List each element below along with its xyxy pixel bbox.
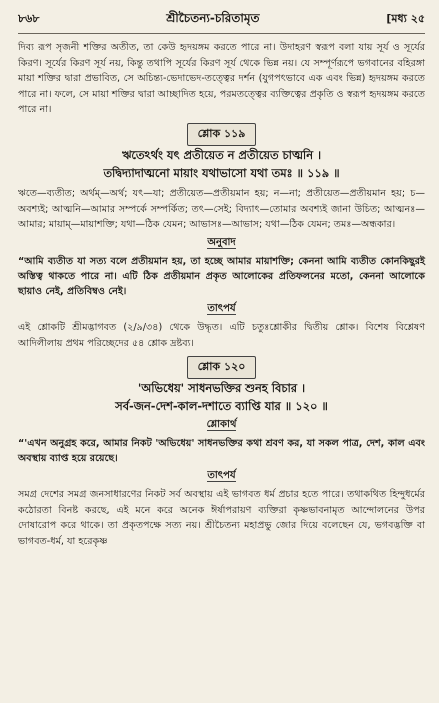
section-label: [মধ্য ২৫ xyxy=(386,12,425,25)
verse-119-translation-heading: অনুবাদ xyxy=(207,236,236,248)
verse-120-translation-heading: শ্লোকার্থ xyxy=(206,418,237,430)
intro-paragraph: দিব্য রূপ সৃজনী শক্তির অতীত, তা কেউ হৃদয়ঙ্গম করতে পারে না। উদাহরণ স্বরূপ বলা যায় সূর্য ও সূর্যের কিরণ। সূর্যের কিরণ সূর্য নয়, কিন্তু তথাপি সূর্যের কিরণ সূর্য থেকে ভিন্ন নয়। যে সম্পূর্ণরূপে ভগবানের বহিরঙ্গা মায়া শক্তির দ্বারা প্রভাবিত, সে অচিন্ত্য-ভেদাভেদ-তত্ত্বের দর্শন (যুগপৎভাবে এক এবং ভিন্ন) হৃদয়ঙ্গম করতে পারে না। ফলে, সে মায়া শক্তির দ্বারা আচ্ছাদিত হয়ে, পরমতত্ত্বের ব্যক্তিত্বের প্রকৃতি ও স্বরূপ হৃদয়ঙ্গম করতে পারে না। xyxy=(18,42,425,116)
verse-119-line-1: ঋতেঽর্থং যৎ প্রতীয়েত ন প্রতীয়েত চাত্মনি । xyxy=(121,147,322,162)
verse-119-translation: “আমি ব্যতীত যা সত্য বলে প্রতীয়মান হয়, তা হচ্ছে আমার মায়াশক্তি; কেননা আমি ব্যতীত কোনকিছুরই অস্তিত্ব থাকতে পারে না। এটি ঠিক প্রতীয়মান প্রকৃত আলোকের প্রতিফলনের মতো, কেননা আলোকে ছায়াও নেই, প্রতিবিম্বও নেই। xyxy=(18,255,425,298)
verse-119-purport-heading: তাৎপর্য xyxy=(207,303,236,315)
verse-119-label: শ্লোক ১১৯ xyxy=(187,123,257,146)
verse-119-line-2: তদ্বিদ্যাদাত্মনো মায়াং যথাভাসো যথা তমঃ ॥ ১১৯ ॥ xyxy=(103,165,340,180)
verse-120-label-wrap xyxy=(18,355,425,379)
book-title: শ্রীচৈতন্য-চরিতামৃত xyxy=(166,11,260,25)
verse-120-line-1: 'অভিধেয়' সাধনভক্তির শুনহ বিচার । xyxy=(137,380,306,395)
page-header xyxy=(18,10,425,34)
page-number: ৮৬৮ xyxy=(18,12,40,25)
verse-120-line-2: সর্ব-জন-দেশ-কাল-দশাতে ব্যাপ্তি যার ॥ ১২০ ॥ xyxy=(115,398,328,413)
verse-119-label-wrap xyxy=(18,122,425,146)
verse-120-translation: “'এখন অনুগ্রহ করে, আমার নিকট 'অভিধেয়' সাধনভক্তির কথা শ্রবণ কর, যা সকল পাত্র, দেশ, কাল এবং অবস্থায় ব্যাপ্ত হয়ে রয়েছে। xyxy=(18,437,425,464)
verse-119-purport: এই শ্লোকটি শ্রীমদ্ভাগবত (২/৯/৩৪) থেকে উদ্ধৃত। এটি চতুঃশ্লোকীর দ্বিতীয় শ্লোক। বিশেষ বিশ্লেষণ আদিলীলায় প্রথম পরিচ্ছেদের ৫৪ শ্লোক দ্রষ্টব্য। xyxy=(18,322,425,349)
verse-119-word-meanings: ঋতে—ব্যতীত; অর্থম্—অর্থ; যৎ—যা; প্রতীয়েত—প্রতীয়মান হয়; ন—না; প্রতীয়েত—প্রতীয়মান হয়; চ—অবশ্যই; আত্মনি—আমার সম্পর্কে সম্পর্কিত; তৎ—সেই; বিদ্যাৎ—তোমার অবশ্যই জানা উচিত; আত্মনঃ—আমার; মায়াম্—মায়াশক্তি; যথা—ঠিক যেমন; আভাসঃ—আভাস; যথা—ঠিক যেমন; তমঃ—অন্ধকার। xyxy=(18,187,425,231)
verse-120-purport-heading: তাৎপর্য xyxy=(207,469,236,481)
verse-120-purport: সমগ্র দেশের সমগ্র জনসাধারণের নিকট সর্ব অবস্থায় এই ভাগবত ধর্ম প্রচার হতে পারে। তথাকথিত হিন্দুধর্মের কঠোরতা বিনষ্ট করছে, এই মনে করে অনেক ঈর্ষাপরায়ণ ব্যক্তিরা কৃষ্ণভাবনামৃত আন্দোলনের উপর দোষারোপ করে থাকে। তা প্রকৃতপক্ষে সত্য নয়। শ্রীচৈতন্য মহাপ্রভু জোর দিয়ে বলেছেন যে, ভগবদ্ভক্তি বা ভাগবত-ধর্ম, যা হরেকৃষ্ণ xyxy=(18,488,425,547)
verse-120-label: শ্লোক ১২০ xyxy=(187,356,257,379)
